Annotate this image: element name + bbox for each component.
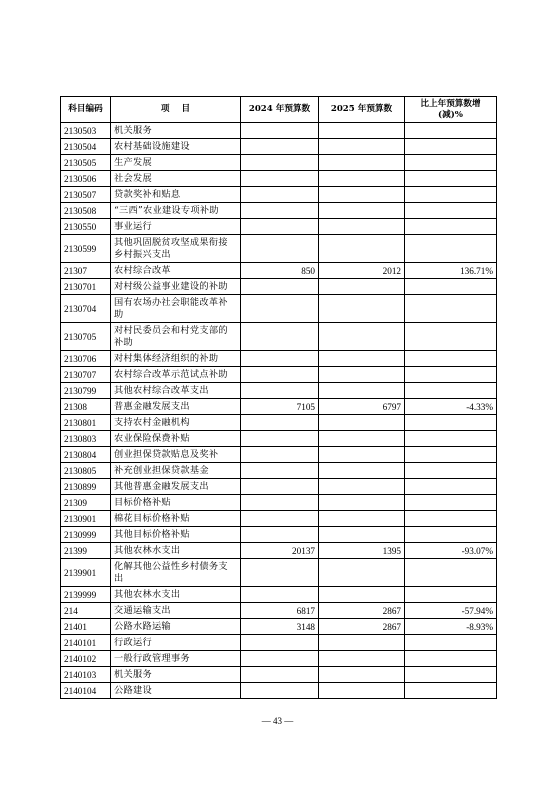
- table-row: [61, 139, 497, 155]
- change-percent-cell: -93.07%: [405, 543, 497, 559]
- change-percent-cell: [405, 235, 497, 263]
- code-cell: 2130899: [61, 479, 111, 495]
- budget-2025-cell: [319, 447, 405, 463]
- budget-2025-cell: [319, 651, 405, 667]
- budget-2024-cell: [241, 155, 319, 171]
- item-name-cell: 其他农林水支出: [111, 543, 241, 559]
- table-body: [61, 123, 497, 699]
- table-row: [61, 559, 497, 587]
- budget-2025-cell: [319, 559, 405, 587]
- budget-2025-cell: [319, 139, 405, 155]
- budget-2024-cell: [241, 171, 319, 187]
- change-percent-cell: -57.94%: [405, 603, 497, 619]
- budget-2025-cell: [319, 527, 405, 543]
- item-name-cell: 一般行政管理事务: [111, 651, 241, 667]
- budget-2025-cell: [319, 295, 405, 323]
- code-cell: 2140103: [61, 667, 111, 683]
- budget-2024-cell: 3148: [241, 619, 319, 635]
- table-row: [61, 367, 497, 383]
- budget-2024-cell: [241, 367, 319, 383]
- budget-2024-cell: [241, 587, 319, 603]
- code-cell: 21307: [61, 263, 111, 279]
- item-name-cell: 其他目标价格补贴: [111, 527, 241, 543]
- code-cell: 2139901: [61, 559, 111, 587]
- budget-2025-cell: [319, 351, 405, 367]
- change-percent-cell: [405, 351, 497, 367]
- budget-2024-cell: [241, 635, 319, 651]
- code-cell: 2130803: [61, 431, 111, 447]
- item-name-cell: 农村综合改革: [111, 263, 241, 279]
- budget-2024-cell: [241, 323, 319, 351]
- budget-2025-cell: 2012: [319, 263, 405, 279]
- code-cell: 2130799: [61, 383, 111, 399]
- budget-2024-cell: [241, 235, 319, 263]
- code-cell: 2130507: [61, 187, 111, 203]
- change-percent-cell: [405, 155, 497, 171]
- budget-2025-cell: [319, 431, 405, 447]
- change-percent-cell: [405, 323, 497, 351]
- table-row: [61, 527, 497, 543]
- item-name-cell: 对村民委员会和村党支部的补助: [111, 323, 241, 351]
- budget-2025-cell: [319, 367, 405, 383]
- change-percent-cell: [405, 447, 497, 463]
- item-name-cell: 公路建设: [111, 683, 241, 699]
- table-row: [61, 263, 497, 279]
- item-name-cell: 普惠金融发展支出: [111, 399, 241, 415]
- budget-2025-cell: [319, 667, 405, 683]
- item-name-cell: “三西”农业建设专项补助: [111, 203, 241, 219]
- budget-2024-cell: [241, 203, 319, 219]
- change-percent-cell: [405, 383, 497, 399]
- table-row: [61, 511, 497, 527]
- budget-2025-cell: [319, 635, 405, 651]
- item-name-cell: 公路水路运输: [111, 619, 241, 635]
- item-name-cell: 农业保险保费补贴: [111, 431, 241, 447]
- code-cell: 2130505: [61, 155, 111, 171]
- table-row: [61, 603, 497, 619]
- code-cell: 2130508: [61, 203, 111, 219]
- item-name-cell: 其他巩固脱贫攻坚成果衔接乡村振兴支出: [111, 235, 241, 263]
- change-percent-cell: [405, 123, 497, 139]
- code-cell: 2130801: [61, 415, 111, 431]
- change-percent-cell: [405, 651, 497, 667]
- code-cell: 2140102: [61, 651, 111, 667]
- budget-2024-cell: [241, 295, 319, 323]
- item-name-cell: 支持农村金融机构: [111, 415, 241, 431]
- change-percent-cell: -4.33%: [405, 399, 497, 415]
- budget-2024-cell: [241, 187, 319, 203]
- table-row: [61, 351, 497, 367]
- budget-2025-cell: 1395: [319, 543, 405, 559]
- table-row: [61, 203, 497, 219]
- page-number: — 43 —: [261, 716, 294, 726]
- table-row: [61, 187, 497, 203]
- code-cell: 2130707: [61, 367, 111, 383]
- budget-2024-cell: [241, 511, 319, 527]
- budget-table: [60, 96, 497, 699]
- code-cell: 2130805: [61, 463, 111, 479]
- code-cell: 2139999: [61, 587, 111, 603]
- code-cell: 2130901: [61, 511, 111, 527]
- budget-2025-cell: [319, 279, 405, 295]
- table-row: [61, 279, 497, 295]
- table-row: [61, 651, 497, 667]
- change-percent-cell: [405, 495, 497, 511]
- item-name-cell: 行政运行: [111, 635, 241, 651]
- budget-2025-cell: [319, 415, 405, 431]
- change-percent-cell: [405, 463, 497, 479]
- budget-2024-cell: [241, 559, 319, 587]
- code-cell: 2130999: [61, 527, 111, 543]
- table-row: [61, 463, 497, 479]
- item-name-cell: 贷款奖补和贴息: [111, 187, 241, 203]
- item-name-cell: 交通运输支出: [111, 603, 241, 619]
- budget-2025-cell: [319, 463, 405, 479]
- change-percent-cell: [405, 587, 497, 603]
- code-cell: 2130705: [61, 323, 111, 351]
- item-name-cell: 对村集体经济组织的补助: [111, 351, 241, 367]
- budget-2025-cell: 2867: [319, 603, 405, 619]
- table-row: [61, 383, 497, 399]
- table-header-row: [61, 97, 497, 123]
- budget-2025-cell: [319, 479, 405, 495]
- table-row: [61, 495, 497, 511]
- code-cell: 2130804: [61, 447, 111, 463]
- item-name-cell: 补充创业担保贷款基金: [111, 463, 241, 479]
- header-change: 比上年预算数增(减)%: [405, 97, 497, 123]
- change-percent-cell: [405, 295, 497, 323]
- item-name-cell: 其他农村综合改革支出: [111, 383, 241, 399]
- table-row: [61, 479, 497, 495]
- item-name-cell: 棉花目标价格补贴: [111, 511, 241, 527]
- budget-2025-cell: [319, 495, 405, 511]
- budget-2025-cell: [319, 203, 405, 219]
- budget-2024-cell: [241, 667, 319, 683]
- code-cell: 2130706: [61, 351, 111, 367]
- table-row: [61, 415, 497, 431]
- header-budget-2025: 2025 年预算数: [319, 97, 405, 123]
- code-cell: 2140101: [61, 635, 111, 651]
- budget-2024-cell: [241, 431, 319, 447]
- change-percent-cell: [405, 279, 497, 295]
- budget-2024-cell: 20137: [241, 543, 319, 559]
- change-percent-cell: [405, 667, 497, 683]
- change-percent-cell: [405, 203, 497, 219]
- budget-2024-cell: [241, 651, 319, 667]
- table-row: [61, 323, 497, 351]
- change-percent-cell: -8.93%: [405, 619, 497, 635]
- code-cell: 2130504: [61, 139, 111, 155]
- change-percent-cell: [405, 479, 497, 495]
- item-name-cell: 其他普惠金融发展支出: [111, 479, 241, 495]
- budget-2025-cell: [319, 187, 405, 203]
- budget-2025-cell: [319, 171, 405, 187]
- item-name-cell: 目标价格补贴: [111, 495, 241, 511]
- change-percent-cell: [405, 139, 497, 155]
- table-row: [61, 235, 497, 263]
- budget-2024-cell: [241, 279, 319, 295]
- budget-2025-cell: [319, 587, 405, 603]
- budget-2025-cell: [319, 155, 405, 171]
- change-percent-cell: [405, 219, 497, 235]
- code-cell: 21401: [61, 619, 111, 635]
- budget-2024-cell: [241, 415, 319, 431]
- budget-2025-cell: [319, 683, 405, 699]
- budget-2024-cell: [241, 683, 319, 699]
- budget-2025-cell: 6797: [319, 399, 405, 415]
- table-row: [61, 171, 497, 187]
- table-row: [61, 431, 497, 447]
- change-percent-cell: [405, 559, 497, 587]
- table-row: [61, 123, 497, 139]
- change-percent-cell: [405, 527, 497, 543]
- item-name-cell: 农村基础设施建设: [111, 139, 241, 155]
- code-cell: 21309: [61, 495, 111, 511]
- budget-2024-cell: [241, 527, 319, 543]
- item-name-cell: 农村综合改革示范试点补助: [111, 367, 241, 383]
- budget-2024-cell: [241, 447, 319, 463]
- table-row: [61, 635, 497, 651]
- code-cell: 2130701: [61, 279, 111, 295]
- change-percent-cell: [405, 431, 497, 447]
- table-row: [61, 619, 497, 635]
- item-name-cell: 机关服务: [111, 667, 241, 683]
- change-percent-cell: [405, 511, 497, 527]
- budget-2025-cell: [319, 323, 405, 351]
- change-percent-cell: 136.71%: [405, 263, 497, 279]
- code-cell: 21308: [61, 399, 111, 415]
- header-item: 项 目: [111, 97, 241, 123]
- budget-2024-cell: [241, 139, 319, 155]
- code-cell: 2130599: [61, 235, 111, 263]
- table-row: [61, 447, 497, 463]
- budget-2024-cell: [241, 383, 319, 399]
- budget-2024-cell: 850: [241, 263, 319, 279]
- item-name-cell: 其他农林水支出: [111, 587, 241, 603]
- budget-2024-cell: [241, 351, 319, 367]
- table-row: [61, 683, 497, 699]
- budget-2024-cell: 7105: [241, 399, 319, 415]
- budget-2024-cell: [241, 123, 319, 139]
- budget-2024-cell: [241, 479, 319, 495]
- change-percent-cell: [405, 187, 497, 203]
- code-cell: 2130550: [61, 219, 111, 235]
- table-row: [61, 399, 497, 415]
- budget-2024-cell: 6817: [241, 603, 319, 619]
- header-code: 科目编码: [61, 97, 111, 123]
- budget-2024-cell: [241, 495, 319, 511]
- budget-2025-cell: [319, 511, 405, 527]
- table-row: [61, 543, 497, 559]
- budget-2024-cell: [241, 463, 319, 479]
- code-cell: 2140104: [61, 683, 111, 699]
- item-name-cell: 化解其他公益性乡村债务支出: [111, 559, 241, 587]
- change-percent-cell: [405, 635, 497, 651]
- budget-2025-cell: [319, 383, 405, 399]
- change-percent-cell: [405, 367, 497, 383]
- header-budget-2024: 2024 年预算数: [241, 97, 319, 123]
- budget-2025-cell: [319, 123, 405, 139]
- table-row: [61, 219, 497, 235]
- code-cell: 214: [61, 603, 111, 619]
- item-name-cell: 社会发展: [111, 171, 241, 187]
- table-row: [61, 667, 497, 683]
- code-cell: 2130704: [61, 295, 111, 323]
- code-cell: 2130503: [61, 123, 111, 139]
- change-percent-cell: [405, 683, 497, 699]
- change-percent-cell: [405, 171, 497, 187]
- table-row: [61, 295, 497, 323]
- item-name-cell: 机关服务: [111, 123, 241, 139]
- item-name-cell: 生产发展: [111, 155, 241, 171]
- code-cell: 2130506: [61, 171, 111, 187]
- item-name-cell: 对村级公益事业建设的补助: [111, 279, 241, 295]
- table-row: [61, 587, 497, 603]
- budget-2025-cell: 2867: [319, 619, 405, 635]
- table-row: [61, 155, 497, 171]
- budget-2025-cell: [319, 219, 405, 235]
- item-name-cell: 创业担保贷款贴息及奖补: [111, 447, 241, 463]
- change-percent-cell: [405, 415, 497, 431]
- item-name-cell: 国有农场办社会职能改革补助: [111, 295, 241, 323]
- budget-2025-cell: [319, 235, 405, 263]
- code-cell: 21399: [61, 543, 111, 559]
- item-name-cell: 事业运行: [111, 219, 241, 235]
- budget-2024-cell: [241, 219, 319, 235]
